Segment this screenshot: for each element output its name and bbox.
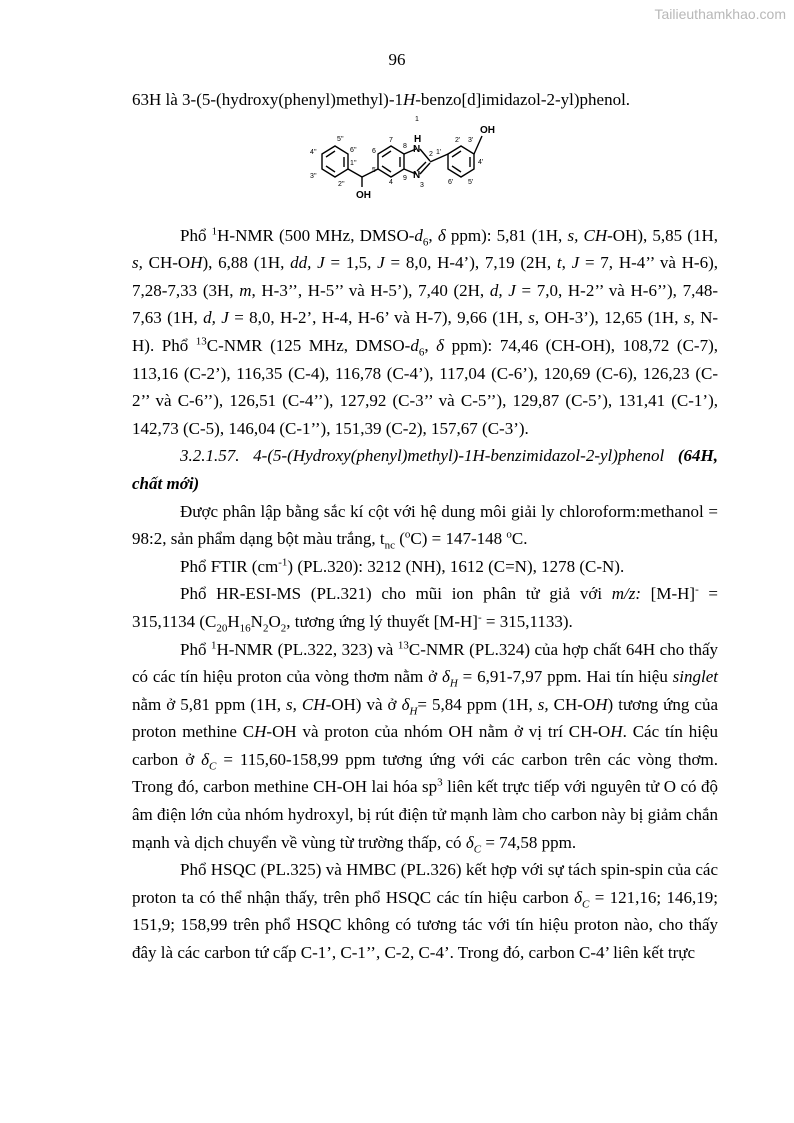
label-h: H xyxy=(414,133,422,145)
hsqc-paragraph: Phổ HSQC (PL.325) và HMBC (PL.326) kết hợp với sự tách spin-spin của các proton ta có thể nhận thấy, trên phổ HSQC các tín hiệu carbon $\delta_C = 121,16$; 146,19; 151,9; 158,99 trên phổ HSQC không có tương tác với tín hiệu proton nào, cho thấy đây là các carbon tứ cấp C-1’, C-1’’, C-2, C-4’. Trong đó, carbon C-4’ liên kết trực xyxy=(132,860,718,963)
watermark: Tailieuthamkhao.com xyxy=(654,6,786,22)
atom-num: 1' xyxy=(436,148,442,156)
atom-num: 6'' xyxy=(350,146,357,154)
page-number: 96 xyxy=(388,50,406,69)
ftir-paragraph: Phổ FTIR $(cm^{-1})$ (PL.320): 3212 (NH), 1612 (C=N), 1278 (C-N). xyxy=(180,556,625,576)
atom-num: 1'' xyxy=(350,159,357,167)
atom-num: 2 xyxy=(429,150,433,158)
atom-num: 6' xyxy=(448,178,454,186)
atom-num: 4' xyxy=(478,158,484,166)
label-oh-bottom: OH xyxy=(356,189,371,201)
section-heading: 3.2.1.57. 4-(5-(Hydroxy(phenyl)methyl)-1H-benzimidazol-2-yl)phenol (64H, chất mới) xyxy=(132,446,719,493)
atom-num: 6 xyxy=(372,147,376,155)
atom-num: 5' xyxy=(468,178,474,186)
atom-num: 1 xyxy=(415,115,419,123)
atom-num: 4 xyxy=(389,178,393,186)
nmr-63h-paragraph: Phổ $^1$H-NMR (500 MHz, DMSO-$d_6$, δ ppm): 5,81 (1H, s, CH-OH), 5,85 (1H, s, CH-OH), 6,88 (1H, dd, J = 1,5, J = 8,0, H-4’), 7,19 (2H, t, J = 7, H-4’’ và H-6), 7,28-7,33 (3H, m, H-3’’, H-5’’ và H-5’), 7,40 (2H, d, J = 7,0, H-2’’ và H-6’’), 7,48-7,63 (1H, d, J = 8,0, H-2’, H-4, H-6’ và H-7), 9,66 (1H, s, OH-3’), 12,65 (1H, s, N-H). Phổ $^{13}$C-NMR (125 MHz, DMSO-$d_6$, δ ppm): 74,46 (CH-OH), 108,72 (C-7), 113,16 (C-2’), 116,35 (C-4), 116,78 (C-4’), 117,04 (C-6’), 120,69 (C-6), 126,23 (C-2’’ và C-6’’), 126,51 (C-4’’), 127,92 (C-3’’ và C-5’’), 129,87 (C-5’), 131,41 (C-1’), 142,73 (C-5), 146,04 (C-1’’), 151,39 (C-2), 157,67 (C-3’). xyxy=(132,224,719,438)
page-body xyxy=(132,86,718,967)
atom-num: 3'' xyxy=(310,172,317,180)
atom-num: 3 xyxy=(420,181,424,189)
label-nh: N xyxy=(413,143,421,155)
atom-num: 5 xyxy=(372,166,376,174)
chemical-structure xyxy=(132,114,718,222)
atom-num: 9 xyxy=(403,174,407,182)
ms-paragraph: Phổ HR-ESI-MS (PL.321) cho mũi ion phân tử giả với m/z: [M-H]- = 315,1134 ($C_{20}H_{16}N_2O_2$, tương ứng lý thuyết [M-H]- = 315,1133). xyxy=(132,583,718,635)
atom-num: 2'' xyxy=(338,180,345,188)
atom-num: 2' xyxy=(455,136,461,144)
label-oh-top: OH xyxy=(480,124,495,136)
nmr-64h-paragraph: Phổ $^1$H-NMR (PL.322, 323) và $^{13}$C-NMR (PL.324) của hợp chất 64H cho thấy có các tín hiệu proton của vòng thơm nằm ở $\delta_H = 6,91-7,97$ ppm. Hai tín hiệu singlet nằm ở 5,81 ppm (1H, s, CH-OH) và ở $\delta_H= 5,84$ ppm (1H, s, CH-OH) tương ứng của proton methine CH-OH và proton của nhóm OH nằm ở vị trí CH-OH. Các tín hiệu carbon ở $\delta_C = 115,60-158,99$ ppm tương ứng với các carbon trên các vòng thơm. Trong đó, carbon methine CH-OH lai hóa $sp^3$ liên kết trực tiếp với nguyên tử O có độ âm điện lớn của nhóm hydroxyl, bị rút điện tử mạnh làm cho carbon này bị giảm chắn mạnh và dịch chuyển về vùng từ trường thấp, có $\delta_C = 74,58$ ppm. xyxy=(132,638,718,856)
atom-num: 7 xyxy=(389,136,393,144)
atom-num: 3' xyxy=(468,136,474,144)
atom-num: 5'' xyxy=(337,135,344,143)
atom-num: 8 xyxy=(403,142,407,150)
intro-line: 63H là 3-(5-(hydroxy(phenyl)methyl)-1H-benzo[d]imidazol-2-yl)phenol. xyxy=(132,90,631,109)
label-n: N xyxy=(413,169,421,181)
atom-num: 4'' xyxy=(310,148,317,156)
isolation-paragraph: Được phân lập bằng sắc kí cột với hệ dung môi giải ly chloroform:methanol = 98:2, sản phẩm dạng bột màu trắng, $t_{nc}$ ($^o$C) = 147-148 $^o$C. xyxy=(132,501,718,552)
